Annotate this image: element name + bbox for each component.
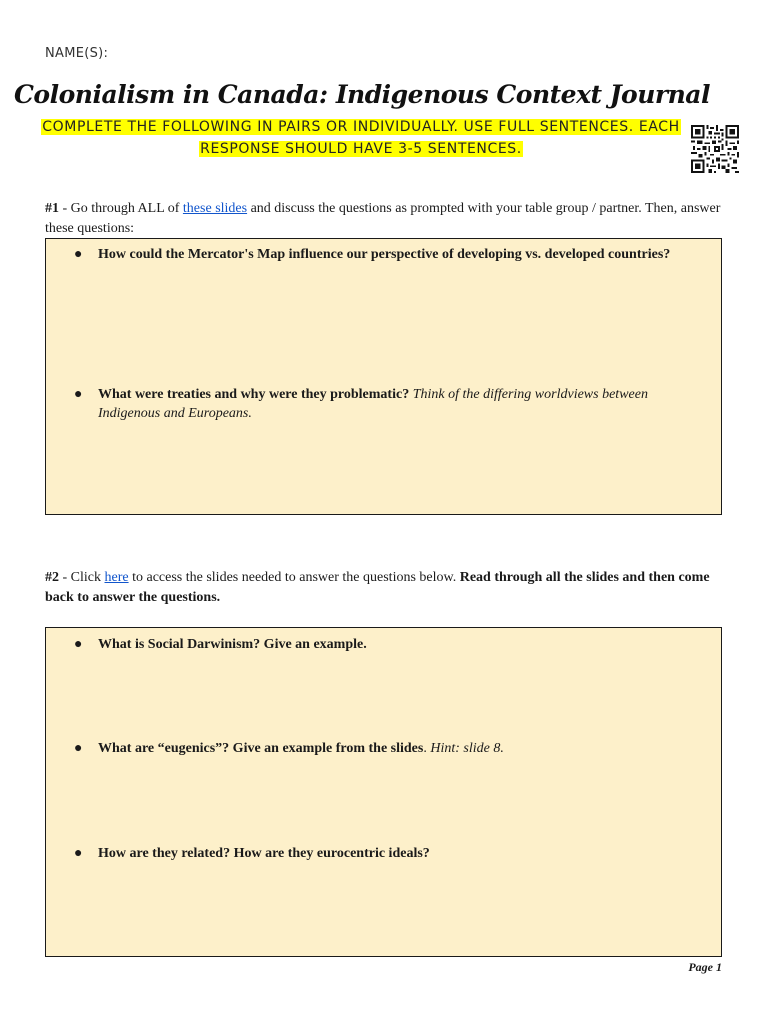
section-1-answer-box[interactable] [45, 238, 722, 515]
qr-code-icon [691, 125, 739, 173]
here-link[interactable]: here [104, 570, 129, 585]
section-2-text-a: - Click [59, 570, 105, 585]
bullet-icon: ● [74, 741, 83, 756]
page-title: Colonialism in Canada: Indigenous Context Journal [14, 80, 710, 109]
section-1-intro [45, 199, 725, 239]
section-1-text-b: and discuss the questions as prompted with your table group / partner. Then, answer these questions: [45, 201, 721, 236]
question-hint: Think of the differing worldviews between Indigenous and Europeans. [98, 387, 648, 421]
question-treaties [74, 385, 703, 423]
question-punct: . [423, 741, 431, 756]
section-2-number: #2 [45, 570, 59, 585]
section-2-bold-instruction: Read through all the slides and then come back to answer the questions. [45, 570, 710, 605]
instructions-text: COMPLETE THE FOLLOWING IN PAIRS OR INDIVIDUALLY. USE FULL SENTENCES. EACH RESPONSE SHOULD HAVE 3-5 SENTENCES. [42, 119, 680, 157]
question-hint: Hint: slide 8. [430, 741, 504, 756]
these-slides-link[interactable]: these slides [182, 201, 248, 216]
bullet-icon: ● [74, 247, 83, 262]
bullet-icon: ● [74, 387, 83, 402]
question-eugenics [74, 739, 703, 758]
bullet-icon: ● [74, 637, 83, 652]
name-label: NAME(S): [45, 46, 109, 61]
question-social-darwinism [74, 635, 703, 654]
question-text: How are they related? How are they eurocentric ideals? [98, 846, 430, 861]
page-number: Page 1 [688, 960, 722, 974]
section-1-text-a: - Go through ALL of [59, 201, 183, 216]
section-2-answer-box[interactable] [45, 627, 722, 957]
question-mercator-map [74, 245, 703, 264]
question-text: How could the Mercator's Map influence our perspective of developing vs. developed countries? [98, 247, 671, 262]
section-2-text-b: to access the slides needed to answer the questions below. [128, 570, 460, 585]
question-text: What were treaties and why were they problematic? [98, 387, 410, 402]
instructions-banner [40, 116, 682, 160]
question-text: What are “eugenics”? Give an example from the slides [98, 741, 424, 756]
section-1-number: #1 [45, 201, 59, 216]
bullet-icon: ● [74, 846, 83, 861]
question-text: What is Social Darwinism? Give an example. [98, 637, 367, 652]
question-related-eurocentric [74, 844, 703, 863]
section-2-intro [45, 568, 725, 608]
